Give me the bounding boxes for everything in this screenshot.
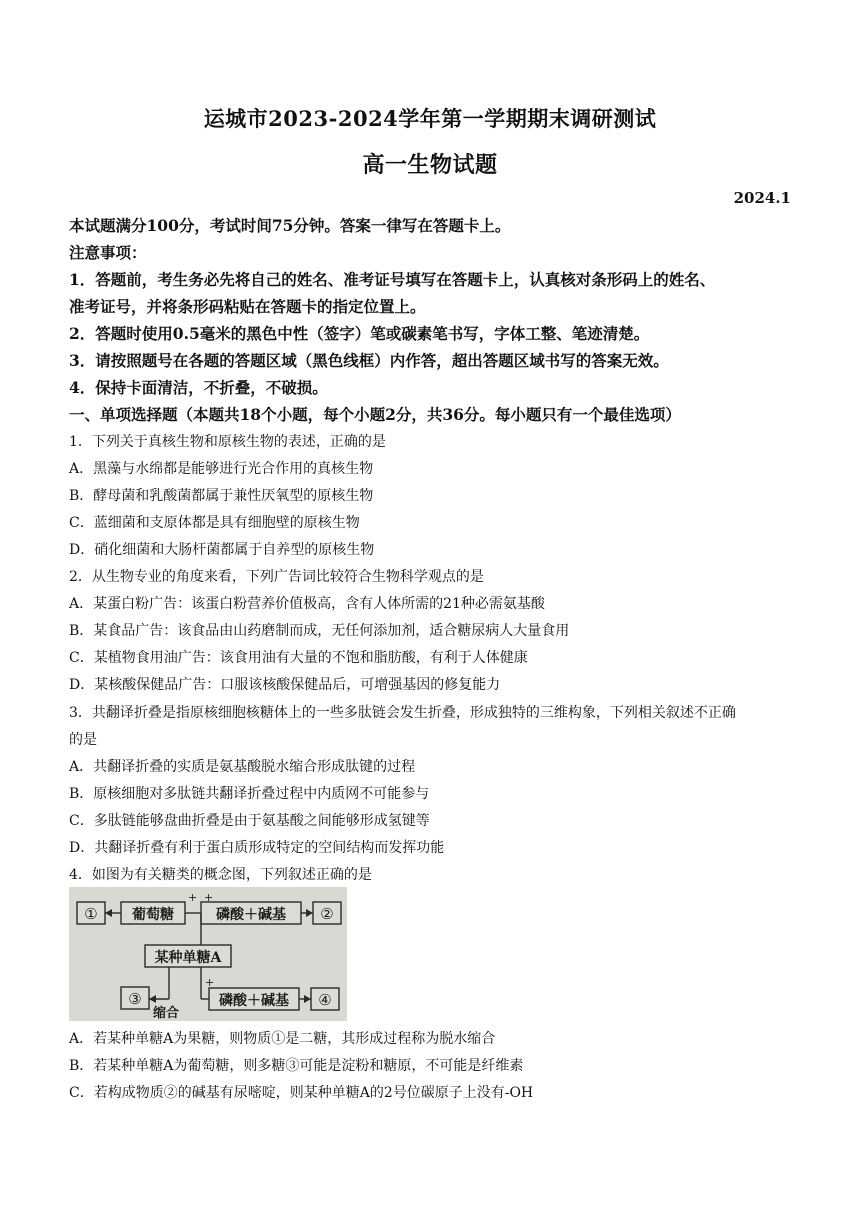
question-option: B．某食品广告：该食品由山药磨制而成，无任何添加剂，适合糖尿病人大量食用 [69, 623, 570, 639]
question-stem: 3．共翻译折叠是指原核细胞核糖体上的一些多肽链会发生折叠，形成独特的三维构象，下列相关叙述不正确 [69, 705, 736, 721]
figure-label-glucose: 葡萄糖 [132, 907, 174, 923]
figure-plus-top-right: + [204, 891, 214, 904]
question-option: C．若构成物质②的碱基有尿嘧啶，则某种单糖A的2号位碳原子上没有-OH [69, 1085, 534, 1101]
exam-subtitle: 高一生物试题 [362, 152, 498, 178]
question-option: D．硝化细菌和大肠杆菌都属于自养型的原核生物 [69, 542, 375, 558]
question-option: A．共翻译折叠的实质是氨基酸脱水缩合形成肽键的过程 [69, 759, 416, 775]
question-option: B．原核细胞对多肽链共翻译折叠过程中内质网不可能参与 [69, 786, 430, 802]
exam-info: 本试题满分100分，考试时间75分钟。答案一律写在答题卡上。 [69, 216, 511, 235]
figure-label-center: 某种单糖A [154, 950, 222, 966]
question-stem: 2．从生物专业的角度来看，下列广告词比较符合生物科学观点的是 [69, 569, 484, 585]
question-option: C．多肽链能够盘曲折叠是由于氨基酸之间能够形成氢键等 [69, 813, 430, 829]
note-item: 1．答题前，考生务必先将自己的姓名、准考证号填写在答题卡上，认真核对条形码上的姓名、 [69, 270, 716, 289]
figure-label-3: ③ [128, 990, 142, 1008]
figure-label-phosphate-base-top: 磷酸＋碱基 [216, 907, 286, 923]
question-option: D．共翻译折叠有利于蛋白质形成特定的空间结构而发挥功能 [69, 840, 445, 856]
figure-label-phosphate-base-bottom: 磷酸＋碱基 [219, 993, 289, 1009]
question-option: A．黑藻与水绵都是能够进行光合作用的真核生物 [69, 461, 374, 477]
note-item: 准考证号，并将条形码粘贴在答题卡的指定位置上。 [69, 297, 426, 316]
question-option: B．若某种单糖A为葡萄糖，则多糖③可能是淀粉和糖原，不可能是纤维素 [69, 1058, 524, 1074]
question-option: A．某蛋白粉广告：该蛋白粉营养价值极高，含有人体所需的21种必需氨基酸 [69, 596, 545, 612]
note-item: 4．保持卡面清洁，不折叠，不破损。 [69, 378, 328, 397]
question-stem-continued: 的是 [69, 732, 97, 748]
question-option: C．某植物食用油广告：该食用油有大量的不饱和脂肪酸，有利于人体健康 [69, 650, 528, 666]
question-stem: 1．下列关于真核生物和原核生物的表述，正确的是 [69, 434, 386, 450]
figure-label-4: ④ [318, 991, 332, 1009]
question-option: C．蓝细菌和支原体都是具有细胞壁的原核生物 [69, 515, 360, 531]
exam-title: 运城市2023-2024学年第一学期期末调研测试 [203, 106, 657, 131]
question-option: A．若某种单糖A为果糖，则物质①是二糖，其形成过程称为脱水缩合 [69, 1031, 496, 1047]
note-item: 2．答题时使用0.5毫米的黑色中性（签字）笔或碳素笔书写，字体工整、笔迹清楚。 [69, 324, 650, 343]
question-stem: 4．如图为有关糖类的概念图，下列叙述正确的是 [69, 867, 372, 883]
question-option: D．某核酸保健品广告：口服该核酸保健品后，可增强基因的修复能力 [69, 677, 501, 693]
figure-label-condense: 缩合 [153, 1006, 180, 1021]
notes-heading: 注意事项： [69, 243, 147, 262]
note-item: 3．请按照题号在各题的答题区域（黑色线框）内作答，超出答题区域书写的答案无效。 [69, 351, 669, 370]
figure-label-1: ① [84, 905, 98, 923]
figure-plus-bottom: + [205, 976, 215, 989]
figure-plus-top-left: + [188, 891, 198, 904]
sugar-concept-figure [69, 887, 347, 1021]
section-heading: 一、单项选择题（本题共18个小题，每个小题2分，共36分。每小题只有一个最佳选项） [69, 405, 681, 424]
exam-date: 2024.1 [733, 189, 791, 207]
figure-label-2: ② [320, 905, 334, 923]
question-option: B．酵母菌和乳酸菌都属于兼性厌氧型的原核生物 [69, 488, 374, 504]
